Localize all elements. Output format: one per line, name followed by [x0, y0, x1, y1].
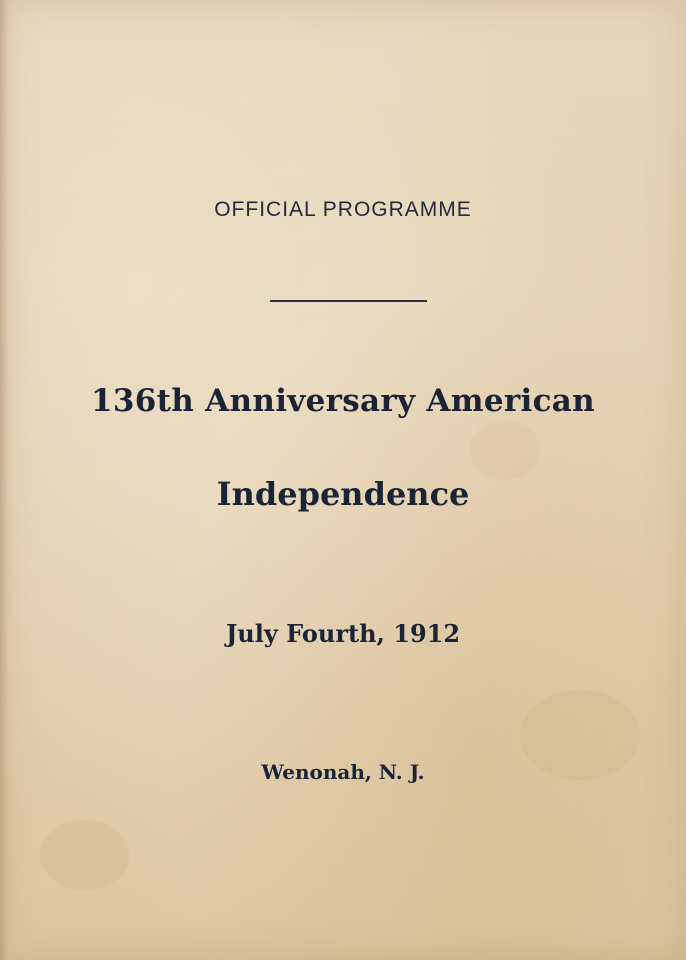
- title-line-2: Independence: [216, 475, 470, 513]
- divider-rule: [270, 300, 427, 302]
- paper-stain: [40, 820, 130, 890]
- paper-stain: [470, 420, 540, 480]
- event-place: Wenonah, N. J.: [261, 760, 425, 784]
- header-text: OFFICIAL PROGRAMME: [214, 198, 472, 221]
- title-line-1: 136th Anniversary American: [91, 383, 595, 419]
- event-date: July Fourth, 1912: [225, 619, 461, 648]
